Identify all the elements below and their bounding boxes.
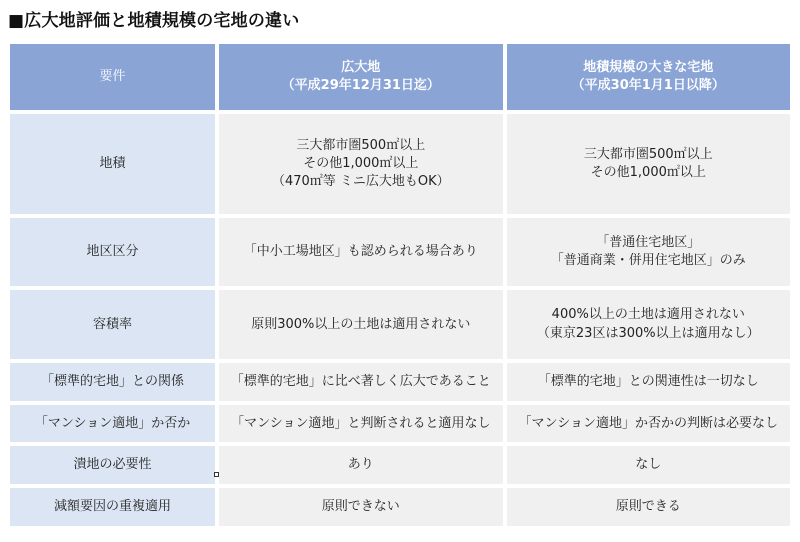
table-row — [10, 363, 790, 401]
header-line: 広大地 — [341, 59, 381, 75]
row-label: 「標準的宅地」との関係 — [10, 363, 215, 401]
row-label: 潰地の必要性 — [10, 446, 215, 484]
header-large-lot — [507, 44, 790, 110]
cell-kodaichi — [219, 405, 502, 443]
cell-line: 「中小工場地区」も認められる場合あり — [243, 243, 478, 259]
cell-large-lot — [507, 290, 790, 359]
row-label: 地積 — [10, 114, 215, 214]
cell-line: その他1,000㎡以上 — [590, 164, 706, 180]
cell-line: 「普通住宅地区」 — [596, 234, 701, 250]
header-line: （平成30年1月1日以降） — [571, 78, 725, 93]
header-kodaichi — [219, 44, 502, 110]
cell-line: （470㎡等 ミニ広大地もOK） — [271, 173, 450, 189]
row-label: 「マンション適地」か否か — [10, 405, 215, 443]
cell-line: 「普通商業・併用住宅地区」のみ — [550, 252, 746, 268]
table-row — [10, 218, 790, 287]
cell-kodaichi — [219, 290, 502, 359]
cell-line: 三大都市圏500㎡以上 — [296, 137, 426, 153]
table-row — [10, 446, 790, 484]
cell-large-lot — [507, 363, 790, 401]
cell-line: 三大都市圏500㎡以上 — [583, 146, 713, 162]
cell-kodaichi — [219, 218, 502, 287]
table-row — [10, 114, 790, 214]
comparison-table — [6, 40, 794, 530]
header-line: （平成29年12月31日迄） — [281, 78, 440, 93]
cell-large-lot — [507, 218, 790, 287]
cell-line: なし — [635, 457, 662, 473]
header-row — [10, 44, 790, 110]
cell-line: その他1,000㎡以上 — [303, 155, 419, 171]
cell-line: （東京23区は300%以上は適用なし） — [536, 325, 760, 341]
cell-kodaichi — [219, 446, 502, 484]
table-row — [10, 488, 790, 526]
cell-kodaichi — [219, 363, 502, 401]
cell-line: 原則できない — [321, 499, 400, 514]
row-label: 容積率 — [10, 290, 215, 359]
cell-line: 「標準的宅地」との関連性は一切なし — [537, 373, 759, 389]
cell-large-lot — [507, 446, 790, 484]
cell-line: 「マンション適地」と判断されると適用なし — [231, 415, 491, 431]
header-line: 地積規模の大きな宅地 — [583, 59, 714, 75]
cell-large-lot — [507, 488, 790, 526]
row-label: 減額要因の重複適用 — [10, 488, 215, 526]
cell-kodaichi — [219, 114, 502, 214]
cell-line: 原則できる — [615, 499, 681, 514]
cell-kodaichi — [219, 488, 502, 526]
cell-line: 「マンション適地」か否かの判断は必要なし — [518, 415, 778, 431]
page-title: ■広大地評価と地積規模の宅地の違い — [8, 11, 300, 31]
table-row — [10, 290, 790, 359]
cell-line: 400%以上の土地は適用されない — [551, 307, 745, 323]
selection-handle — [214, 472, 219, 477]
row-label: 地区区分 — [10, 218, 215, 287]
cell-large-lot — [507, 405, 790, 443]
table-row — [10, 405, 790, 443]
cell-line: 原則300%以上の土地は適用されない — [251, 316, 471, 332]
header-requirements: 要件 — [10, 44, 215, 110]
cell-line: あり — [347, 457, 374, 473]
cell-line: 「標準的宅地」に比べ著しく広大であること — [230, 373, 491, 389]
cell-large-lot — [507, 114, 790, 214]
